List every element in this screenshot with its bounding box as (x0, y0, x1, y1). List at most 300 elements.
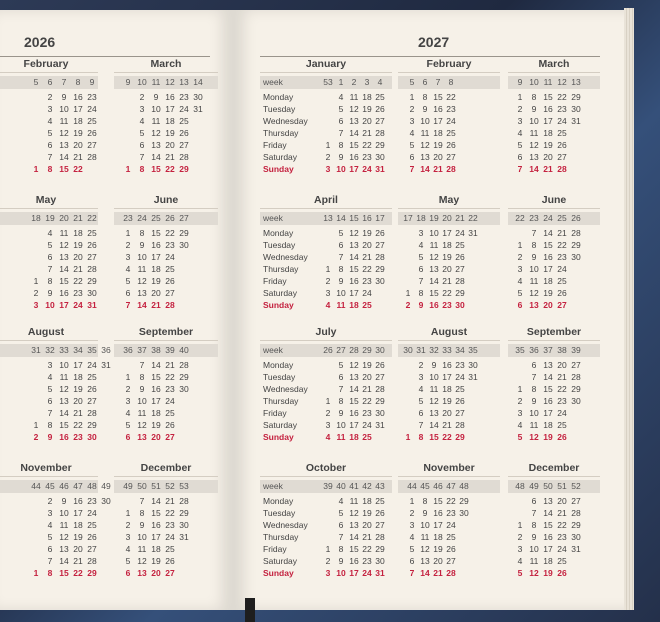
date-cell[interactable]: 26 (87, 240, 97, 250)
date-cell[interactable]: 14 (151, 496, 161, 506)
date-cell[interactable]: 14 (151, 360, 161, 370)
date-cell[interactable]: 28 (557, 164, 567, 174)
date-cell[interactable]: 14 (151, 152, 161, 162)
date-cell[interactable]: 26 (87, 128, 97, 138)
date-cell[interactable]: 14 (349, 252, 359, 262)
date-cell[interactable]: 25 (87, 228, 97, 238)
date-cell[interactable]: 21 (362, 252, 372, 262)
date-cell[interactable]: 13 (349, 520, 359, 530)
date-cell[interactable]: 4 (517, 420, 523, 430)
date-cell[interactable]: 27 (87, 544, 97, 554)
date-cell[interactable]: 25 (557, 128, 567, 138)
date-cell[interactable]: 9 (153, 92, 159, 102)
date-cell[interactable]: 30 (87, 288, 97, 298)
date-cell[interactable]: 1 (33, 164, 39, 174)
date-cell[interactable]: 6 (125, 432, 131, 442)
date-cell[interactable]: 15 (543, 520, 553, 530)
date-cell[interactable]: 26 (557, 140, 567, 150)
date-cell[interactable]: 5 (338, 508, 344, 518)
date-cell[interactable]: 14 (349, 532, 359, 542)
date-cell[interactable]: 4 (418, 384, 424, 394)
date-cell[interactable]: 11 (137, 408, 147, 418)
date-cell[interactable]: 17 (59, 300, 69, 310)
date-cell[interactable]: 30 (455, 300, 465, 310)
date-cell[interactable]: 1 (125, 228, 131, 238)
date-cell[interactable]: 14 (349, 128, 359, 138)
date-cell[interactable]: 30 (101, 496, 111, 506)
date-cell[interactable]: 13 (529, 152, 539, 162)
date-cell[interactable]: 17 (543, 264, 553, 274)
date-cell[interactable]: 22 (73, 276, 83, 286)
date-cell[interactable]: 1 (517, 240, 523, 250)
date-cell[interactable]: 11 (429, 240, 439, 250)
date-cell[interactable]: 18 (165, 116, 175, 126)
date-cell[interactable]: 10 (59, 104, 69, 114)
date-cell[interactable]: 3 (517, 544, 523, 554)
date-cell[interactable]: 16 (73, 92, 83, 102)
date-cell[interactable]: 12 (420, 544, 430, 554)
date-cell[interactable]: 10 (336, 288, 346, 298)
date-cell[interactable]: 19 (362, 104, 372, 114)
date-cell[interactable]: 25 (179, 116, 189, 126)
date-cell[interactable]: 9 (531, 396, 537, 406)
date-cell[interactable]: 3 (125, 252, 131, 262)
date-cell[interactable]: 7 (47, 264, 53, 274)
date-cell[interactable]: 23 (179, 92, 189, 102)
date-cell[interactable]: 18 (73, 372, 83, 382)
date-cell[interactable]: 23 (557, 532, 567, 542)
date-cell[interactable]: 10 (137, 532, 147, 542)
date-cell[interactable]: 25 (557, 420, 567, 430)
date-cell[interactable]: 29 (179, 164, 189, 174)
date-cell[interactable]: 29 (571, 384, 581, 394)
date-cell[interactable]: 1 (125, 164, 131, 174)
date-cell[interactable]: 21 (433, 568, 443, 578)
date-cell[interactable]: 18 (151, 544, 161, 554)
date-cell[interactable]: 10 (420, 116, 430, 126)
date-cell[interactable]: 8 (139, 508, 145, 518)
date-cell[interactable]: 4 (47, 372, 53, 382)
date-cell[interactable]: 2 (47, 496, 53, 506)
date-cell[interactable]: 27 (446, 556, 456, 566)
date-cell[interactable]: 6 (338, 240, 344, 250)
date-cell[interactable]: 25 (87, 116, 97, 126)
date-cell[interactable]: 31 (571, 544, 581, 554)
date-cell[interactable]: 11 (420, 532, 430, 542)
date-cell[interactable]: 1 (325, 544, 331, 554)
date-cell[interactable]: 7 (338, 252, 344, 262)
date-cell[interactable]: 25 (87, 372, 97, 382)
date-cell[interactable]: 10 (336, 420, 346, 430)
date-cell[interactable]: 13 (349, 240, 359, 250)
date-cell[interactable]: 6 (517, 152, 523, 162)
date-cell[interactable]: 5 (517, 568, 523, 578)
date-cell[interactable]: 4 (139, 116, 145, 126)
date-cell[interactable]: 25 (362, 432, 372, 442)
date-cell[interactable]: 28 (179, 152, 189, 162)
date-cell[interactable]: 5 (338, 228, 344, 238)
date-cell[interactable]: 16 (59, 432, 69, 442)
date-cell[interactable]: 18 (362, 92, 372, 102)
date-cell[interactable]: 5 (517, 432, 523, 442)
date-cell[interactable]: 16 (349, 276, 359, 286)
date-cell[interactable]: 21 (362, 532, 372, 542)
date-cell[interactable]: 11 (349, 496, 359, 506)
date-cell[interactable]: 14 (59, 152, 69, 162)
date-cell[interactable]: 31 (375, 420, 385, 430)
date-cell[interactable]: 21 (165, 152, 175, 162)
date-cell[interactable]: 4 (325, 300, 331, 310)
date-cell[interactable]: 18 (73, 520, 83, 530)
date-cell[interactable]: 29 (179, 228, 189, 238)
date-cell[interactable]: 27 (87, 140, 97, 150)
date-cell[interactable]: 20 (151, 432, 161, 442)
date-cell[interactable]: 7 (338, 532, 344, 542)
date-cell[interactable]: 13 (59, 140, 69, 150)
date-cell[interactable]: 5 (47, 128, 53, 138)
date-cell[interactable]: 10 (420, 520, 430, 530)
date-cell[interactable]: 5 (47, 240, 53, 250)
date-cell[interactable]: 21 (73, 264, 83, 274)
date-cell[interactable]: 14 (543, 228, 553, 238)
date-cell[interactable]: 22 (442, 432, 452, 442)
date-cell[interactable]: 19 (73, 532, 83, 542)
date-cell[interactable]: 20 (165, 140, 175, 150)
date-cell[interactable]: 17 (349, 288, 359, 298)
date-cell[interactable]: 25 (446, 532, 456, 542)
date-cell[interactable]: 19 (362, 508, 372, 518)
date-cell[interactable]: 27 (165, 568, 175, 578)
date-cell[interactable]: 12 (529, 432, 539, 442)
date-cell[interactable]: 11 (529, 420, 539, 430)
date-cell[interactable]: 5 (517, 288, 523, 298)
date-cell[interactable]: 23 (362, 408, 372, 418)
date-cell[interactable]: 27 (87, 252, 97, 262)
date-cell[interactable]: 5 (125, 556, 131, 566)
date-cell[interactable]: 26 (87, 384, 97, 394)
date-cell[interactable]: 9 (418, 300, 424, 310)
date-cell[interactable]: 13 (59, 396, 69, 406)
date-cell[interactable]: 12 (137, 276, 147, 286)
date-cell[interactable]: 20 (73, 544, 83, 554)
date-cell[interactable]: 30 (375, 152, 385, 162)
date-cell[interactable]: 1 (405, 432, 411, 442)
date-cell[interactable]: 13 (543, 360, 553, 370)
date-cell[interactable]: 22 (165, 164, 175, 174)
date-cell[interactable]: 25 (362, 300, 372, 310)
date-cell[interactable]: 3 (139, 104, 145, 114)
date-cell[interactable]: 2 (33, 288, 39, 298)
date-cell[interactable]: 1 (125, 508, 131, 518)
date-cell[interactable]: 24 (362, 288, 372, 298)
date-cell[interactable]: 21 (73, 556, 83, 566)
date-cell[interactable]: 3 (47, 508, 53, 518)
date-cell[interactable]: 8 (338, 396, 344, 406)
date-cell[interactable]: 11 (529, 128, 539, 138)
date-cell[interactable]: 12 (59, 128, 69, 138)
date-cell[interactable]: 18 (543, 556, 553, 566)
date-cell[interactable]: 18 (151, 408, 161, 418)
date-cell[interactable]: 10 (45, 300, 55, 310)
date-cell[interactable]: 20 (362, 116, 372, 126)
date-cell[interactable]: 17 (543, 116, 553, 126)
date-cell[interactable]: 22 (165, 372, 175, 382)
date-cell[interactable]: 11 (349, 92, 359, 102)
date-cell[interactable]: 6 (47, 140, 53, 150)
date-cell[interactable]: 9 (47, 432, 53, 442)
date-cell[interactable]: 11 (137, 544, 147, 554)
date-cell[interactable]: 18 (543, 128, 553, 138)
date-cell[interactable]: 14 (529, 164, 539, 174)
date-cell[interactable]: 5 (338, 360, 344, 370)
date-cell[interactable]: 24 (87, 508, 97, 518)
date-cell[interactable]: 12 (420, 140, 430, 150)
date-cell[interactable]: 8 (418, 288, 424, 298)
date-cell[interactable]: 6 (418, 264, 424, 274)
date-cell[interactable]: 11 (336, 432, 346, 442)
date-cell[interactable]: 16 (59, 288, 69, 298)
date-cell[interactable]: 23 (73, 432, 83, 442)
date-cell[interactable]: 28 (571, 228, 581, 238)
date-cell[interactable]: 18 (362, 496, 372, 506)
date-cell[interactable]: 23 (557, 396, 567, 406)
date-cell[interactable]: 12 (59, 384, 69, 394)
date-cell[interactable]: 30 (459, 508, 469, 518)
date-cell[interactable]: 13 (59, 252, 69, 262)
date-cell[interactable]: 7 (531, 508, 537, 518)
date-cell[interactable]: 6 (338, 116, 344, 126)
date-cell[interactable]: 26 (165, 276, 175, 286)
date-cell[interactable]: 29 (179, 508, 189, 518)
date-cell[interactable]: 25 (375, 92, 385, 102)
date-cell[interactable]: 21 (73, 152, 83, 162)
date-cell[interactable]: 27 (557, 300, 567, 310)
date-cell[interactable]: 24 (557, 408, 567, 418)
date-cell[interactable]: 2 (125, 384, 131, 394)
date-cell[interactable]: 10 (429, 372, 439, 382)
date-cell[interactable]: 9 (531, 532, 537, 542)
date-cell[interactable]: 24 (557, 544, 567, 554)
date-cell[interactable]: 9 (61, 92, 67, 102)
date-cell[interactable]: 9 (61, 496, 67, 506)
date-cell[interactable]: 26 (179, 128, 189, 138)
date-cell[interactable]: 28 (375, 128, 385, 138)
date-cell[interactable]: 22 (73, 420, 83, 430)
date-cell[interactable]: 4 (47, 520, 53, 530)
date-cell[interactable]: 17 (151, 396, 161, 406)
date-cell[interactable]: 3 (325, 568, 331, 578)
date-cell[interactable]: 27 (455, 408, 465, 418)
date-cell[interactable]: 20 (73, 252, 83, 262)
date-cell[interactable]: 8 (531, 384, 537, 394)
date-cell[interactable]: 14 (543, 508, 553, 518)
date-cell[interactable]: 18 (433, 532, 443, 542)
date-cell[interactable]: 7 (47, 556, 53, 566)
date-cell[interactable]: 31 (193, 104, 203, 114)
date-cell[interactable]: 17 (349, 420, 359, 430)
date-cell[interactable]: 6 (338, 372, 344, 382)
date-cell[interactable]: 30 (571, 104, 581, 114)
date-cell[interactable]: 14 (429, 420, 439, 430)
date-cell[interactable]: 15 (151, 372, 161, 382)
date-cell[interactable]: 26 (557, 568, 567, 578)
date-cell[interactable]: 25 (165, 408, 175, 418)
date-cell[interactable]: 18 (543, 420, 553, 430)
date-cell[interactable]: 15 (349, 544, 359, 554)
date-cell[interactable]: 16 (543, 532, 553, 542)
date-cell[interactable]: 3 (47, 104, 53, 114)
date-cell[interactable]: 5 (47, 384, 53, 394)
date-cell[interactable]: 18 (73, 116, 83, 126)
date-cell[interactable]: 3 (409, 116, 415, 126)
date-cell[interactable]: 11 (429, 384, 439, 394)
date-cell[interactable]: 2 (125, 520, 131, 530)
date-cell[interactable]: 30 (375, 408, 385, 418)
date-cell[interactable]: 22 (557, 384, 567, 394)
date-cell[interactable]: 3 (418, 228, 424, 238)
date-cell[interactable]: 23 (165, 520, 175, 530)
date-cell[interactable]: 23 (557, 104, 567, 114)
date-cell[interactable]: 8 (531, 92, 537, 102)
date-cell[interactable]: 15 (349, 396, 359, 406)
date-cell[interactable]: 3 (517, 408, 523, 418)
date-cell[interactable]: 23 (73, 288, 83, 298)
date-cell[interactable]: 18 (433, 128, 443, 138)
date-cell[interactable]: 14 (420, 568, 430, 578)
date-cell[interactable]: 14 (543, 372, 553, 382)
date-cell[interactable]: 25 (87, 520, 97, 530)
date-cell[interactable]: 2 (139, 92, 145, 102)
date-cell[interactable]: 15 (543, 92, 553, 102)
date-cell[interactable]: 20 (433, 556, 443, 566)
date-cell[interactable]: 4 (418, 240, 424, 250)
date-cell[interactable]: 28 (87, 556, 97, 566)
date-cell[interactable]: 3 (517, 264, 523, 274)
date-cell[interactable]: 22 (557, 240, 567, 250)
date-cell[interactable]: 17 (543, 544, 553, 554)
date-cell[interactable]: 2 (517, 104, 523, 114)
date-cell[interactable]: 12 (137, 556, 147, 566)
date-cell[interactable]: 13 (137, 432, 147, 442)
date-cell[interactable]: 25 (165, 264, 175, 274)
date-cell[interactable]: 8 (139, 228, 145, 238)
date-cell[interactable]: 25 (557, 556, 567, 566)
date-cell[interactable]: 17 (349, 164, 359, 174)
date-cell[interactable]: 25 (165, 544, 175, 554)
date-cell[interactable]: 18 (349, 432, 359, 442)
date-cell[interactable]: 2 (325, 276, 331, 286)
date-cell[interactable]: 31 (468, 372, 478, 382)
date-cell[interactable]: 28 (375, 252, 385, 262)
date-cell[interactable]: 17 (543, 408, 553, 418)
date-cell[interactable]: 7 (139, 360, 145, 370)
date-cell[interactable]: 29 (375, 396, 385, 406)
date-cell[interactable]: 6 (47, 252, 53, 262)
date-cell[interactable]: 2 (125, 240, 131, 250)
date-cell[interactable]: 11 (59, 372, 69, 382)
date-cell[interactable]: 22 (362, 544, 372, 554)
date-cell[interactable]: 17 (349, 568, 359, 578)
date-cell[interactable]: 8 (47, 164, 53, 174)
date-cell[interactable]: 26 (446, 544, 456, 554)
date-cell[interactable]: 2 (325, 408, 331, 418)
date-cell[interactable]: 13 (420, 556, 430, 566)
date-cell[interactable]: 28 (179, 360, 189, 370)
date-cell[interactable]: 29 (179, 372, 189, 382)
date-cell[interactable]: 6 (409, 556, 415, 566)
date-cell[interactable]: 3 (125, 396, 131, 406)
date-cell[interactable]: 16 (151, 240, 161, 250)
date-cell[interactable]: 13 (543, 496, 553, 506)
date-cell[interactable]: 17 (73, 104, 83, 114)
date-cell[interactable]: 9 (139, 240, 145, 250)
date-cell[interactable]: 3 (325, 288, 331, 298)
date-cell[interactable]: 12 (349, 360, 359, 370)
date-cell[interactable]: 22 (73, 568, 83, 578)
date-cell[interactable]: 1 (325, 396, 331, 406)
date-cell[interactable]: 23 (446, 508, 456, 518)
date-cell[interactable]: 1 (517, 520, 523, 530)
date-cell[interactable]: 19 (362, 228, 372, 238)
date-cell[interactable]: 1 (405, 288, 411, 298)
date-cell[interactable]: 26 (165, 556, 175, 566)
date-cell[interactable]: 21 (73, 408, 83, 418)
date-cell[interactable]: 8 (422, 496, 428, 506)
date-cell[interactable]: 18 (442, 384, 452, 394)
date-cell[interactable]: 22 (165, 228, 175, 238)
date-cell[interactable]: 23 (165, 384, 175, 394)
date-cell[interactable]: 30 (375, 556, 385, 566)
date-cell[interactable]: 22 (446, 496, 456, 506)
date-cell[interactable]: 17 (165, 104, 175, 114)
date-cell[interactable]: 8 (338, 544, 344, 554)
date-cell[interactable]: 25 (446, 128, 456, 138)
date-cell[interactable]: 3 (409, 520, 415, 530)
date-cell[interactable]: 16 (349, 152, 359, 162)
date-cell[interactable]: 21 (362, 128, 372, 138)
date-cell[interactable]: 19 (151, 556, 161, 566)
date-cell[interactable]: 20 (543, 300, 553, 310)
date-cell[interactable]: 13 (429, 408, 439, 418)
date-cell[interactable]: 30 (179, 240, 189, 250)
date-cell[interactable]: 29 (571, 92, 581, 102)
date-cell[interactable]: 1 (325, 140, 331, 150)
date-cell[interactable]: 17 (151, 532, 161, 542)
date-cell[interactable]: 23 (362, 276, 372, 286)
date-cell[interactable]: 16 (349, 408, 359, 418)
date-cell[interactable]: 7 (338, 384, 344, 394)
date-cell[interactable]: 21 (433, 164, 443, 174)
date-cell[interactable]: 23 (362, 556, 372, 566)
date-cell[interactable]: 15 (59, 568, 69, 578)
date-cell[interactable]: 15 (433, 92, 443, 102)
date-cell[interactable]: 5 (139, 128, 145, 138)
date-cell[interactable]: 13 (137, 568, 147, 578)
date-cell[interactable]: 5 (125, 276, 131, 286)
date-cell[interactable]: 13 (349, 116, 359, 126)
date-cell[interactable]: 30 (193, 92, 203, 102)
date-cell[interactable]: 24 (557, 264, 567, 274)
date-cell[interactable]: 31 (101, 360, 111, 370)
date-cell[interactable]: 9 (431, 360, 437, 370)
date-cell[interactable]: 21 (543, 164, 553, 174)
date-cell[interactable]: 10 (529, 116, 539, 126)
date-cell[interactable]: 27 (179, 140, 189, 150)
date-cell[interactable]: 12 (137, 420, 147, 430)
date-cell[interactable]: 17 (433, 520, 443, 530)
date-cell[interactable]: 16 (165, 92, 175, 102)
date-cell[interactable]: 6 (517, 300, 523, 310)
